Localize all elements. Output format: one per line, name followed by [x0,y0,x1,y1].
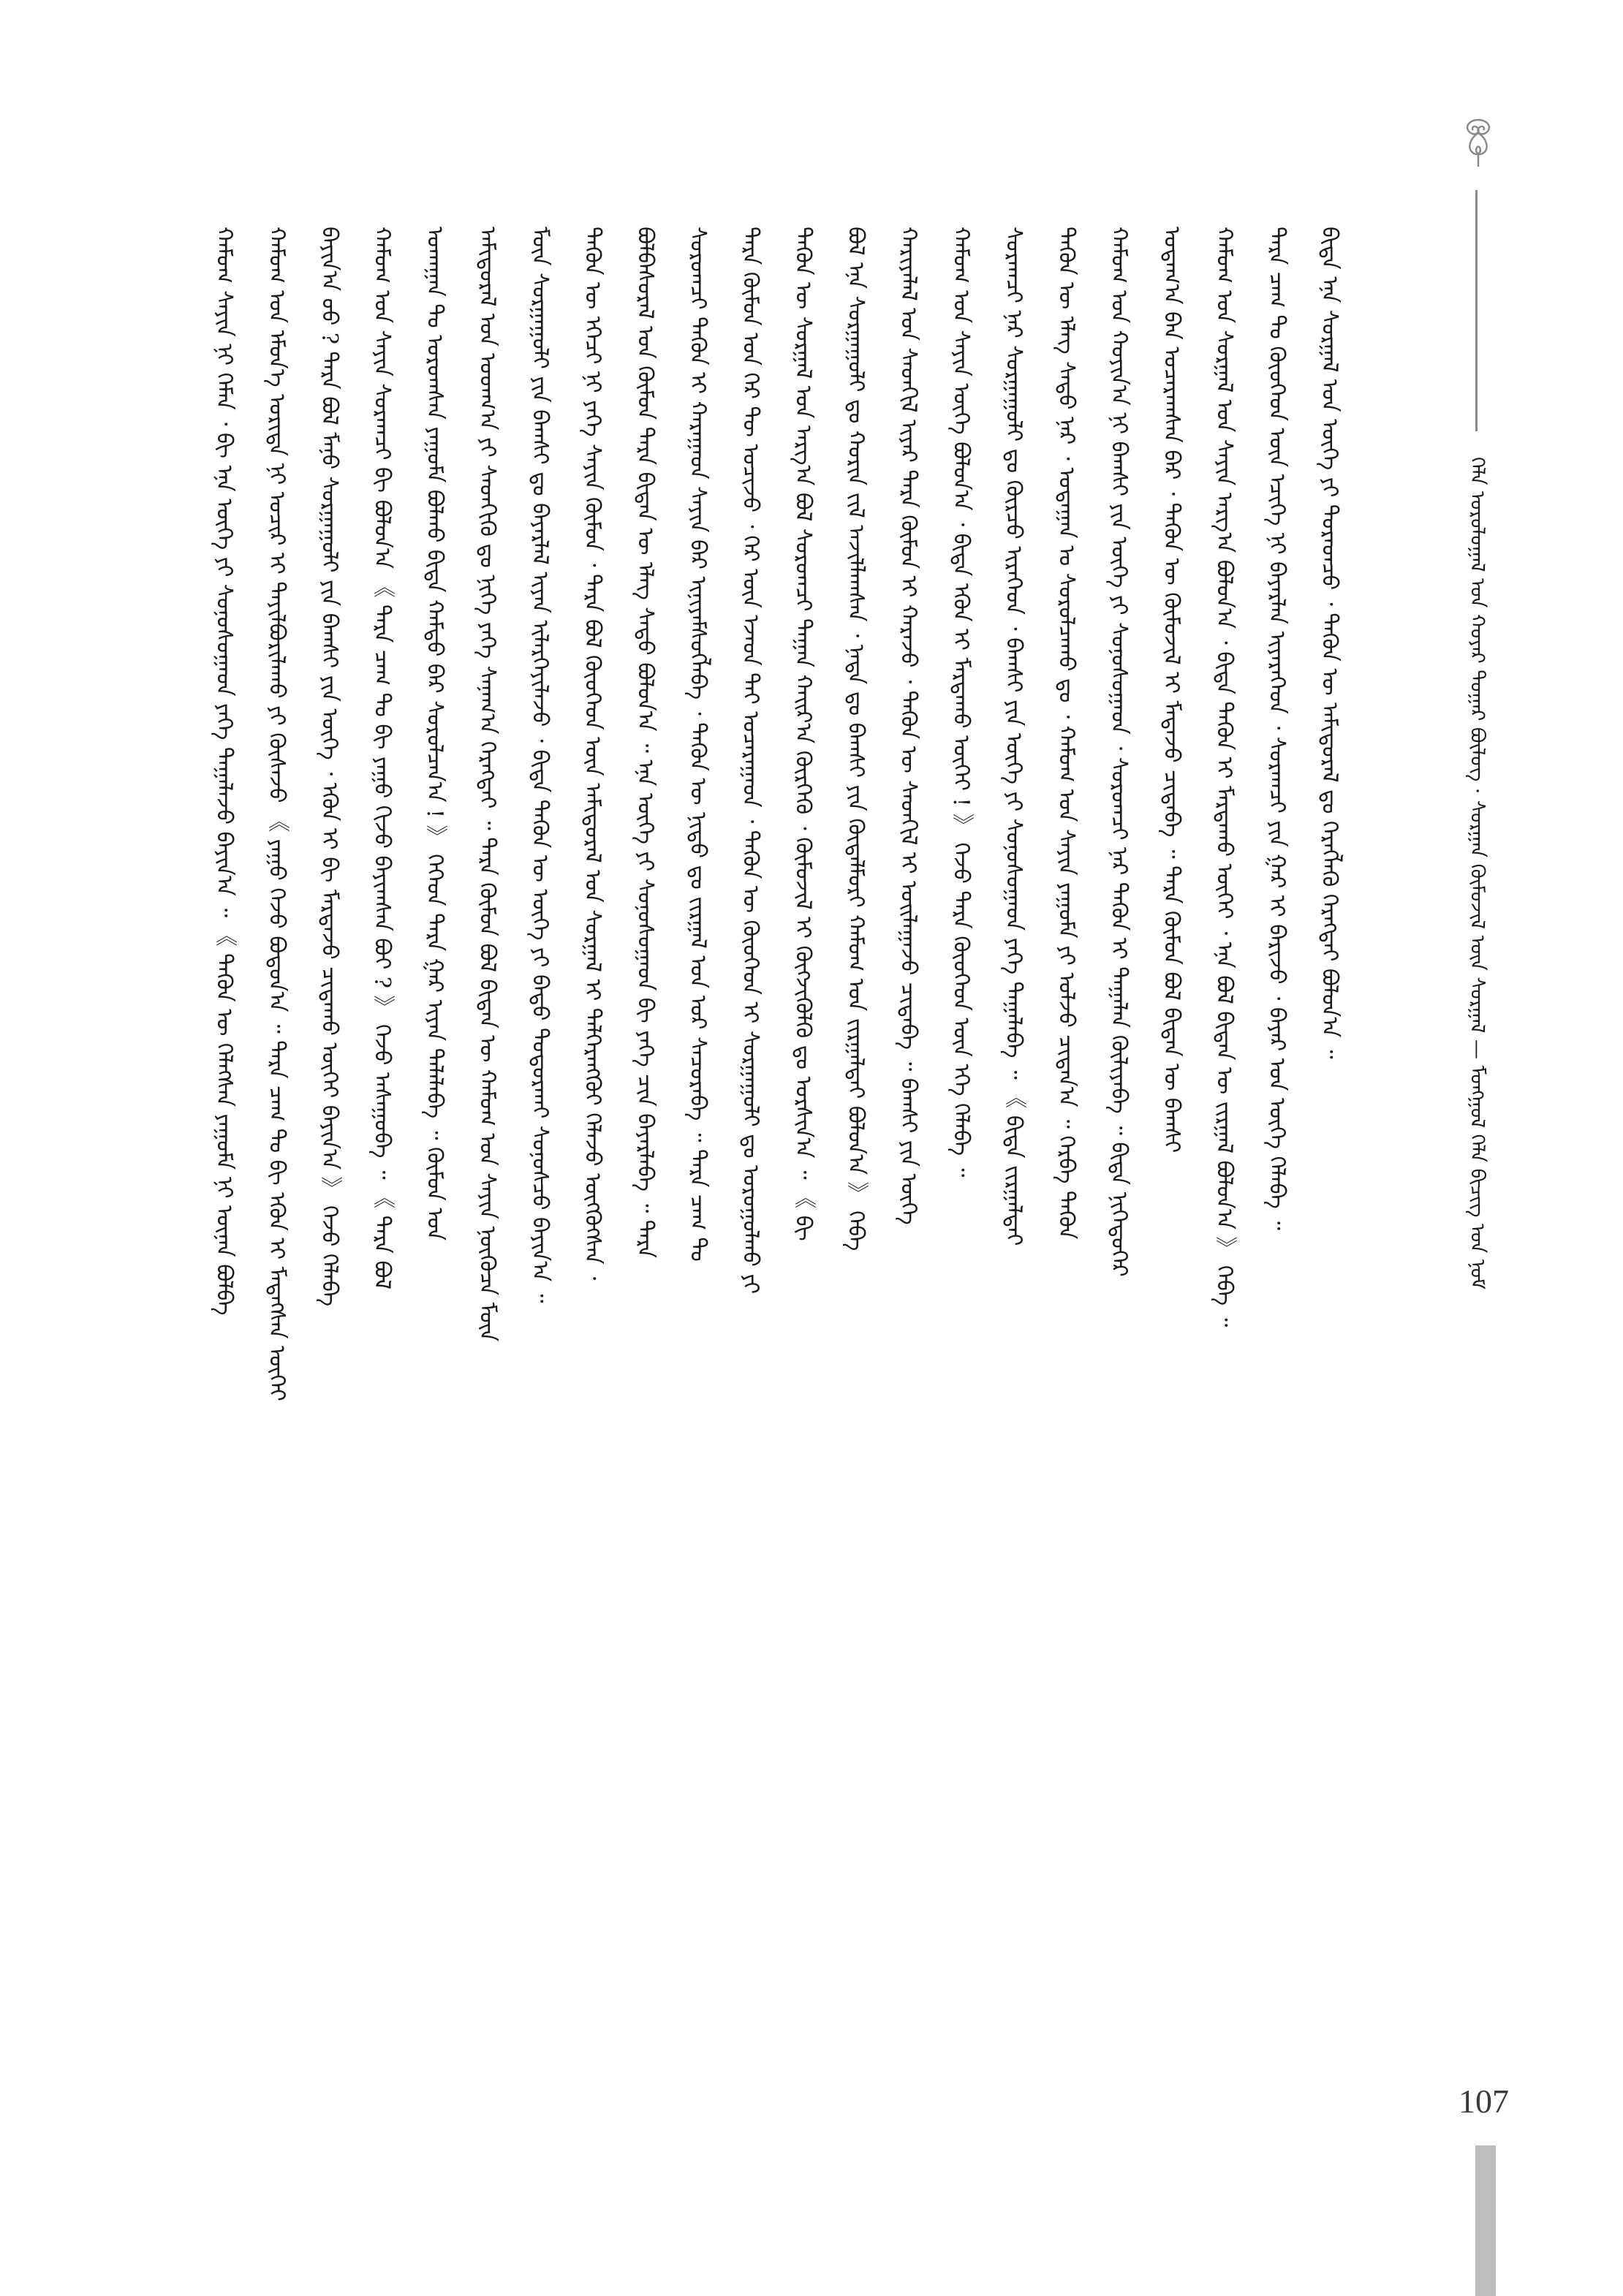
text-column: ᠬᠠᠷᠢᠶᠠᠯᠠᠯ ᠤᠨ ᠰᠡᠳᠬᠢᠯ ᠢᠶᠡᠷ ᠲᠡᠷᠡ ᠬᠦᠮᠦᠨ ᠢ ᠬᠠᠷᠠᠵᠤ ᠂ ᠲᠡᠭᠦᠨ ᠦ ᠰᠡᠳᠬᠢᠯ ᠢ ᠣᠢᠯᠠᠭᠠᠵᠤ ᠴᠢᠳᠠᠪᠠ ᠃ ᠪᠠᠭᠰᠢ ᠶᠢᠨ ᠦᠭᠡ [896,227,921,1225]
text-column: ᠰᠤᠷᠠᠭᠴᠢ ᠨᠠᠷ ᠰᠤᠷᠭᠠᠭᠤᠯᠢ ᠳᠤ ᠬᠦᠷᠴᠦ ᠢᠷᠡᠭᠡᠳ ᠂ ᠪᠠᠭᠰᠢ ᠶᠢᠨ ᠦᠭᠡ ᠶᠢ ᠰᠣᠨᠣᠰᠤᠭᠠᠳ ᠶᠡᠬᠡ ᠲᠠᠭᠠᠯᠠᠪᠠ ᠃ 《 ᠪᠢᠳᠡ ᠵᠢᠷᠭᠠᠯᠲᠠᠢ [1001,227,1026,1246]
body-text [197,227,1396,2061]
text-column: ᠬᠠᠮᠤᠭ ᠤᠨ ᠰᠤᠷᠭᠠᠯ ᠤᠨ ᠰᠠᠶᠢᠨ ᠠᠷᠭ᠎ᠠ ᠪᠣᠯᠤᠨ᠎ᠠ ᠂ ᠪᠢᠳᠡ ᠲᠡᠭᠦᠨ ᠢ ᠮᠠᠷᠲᠠᠬᠤ ᠦᠭᠡᠢ ᠂ ᠡᠨᠡ ᠪᠣᠯ ᠪᠢᠳᠡᠨ ᠦ ᠵᠢᠷᠭᠠᠯ ᠪᠣᠯᠤᠨ᠎ᠠ 》 ᠭᠡᠪᠡ ᠃ [1211,227,1237,1327]
text-column: ᠪᠣᠯ ᠡᠨᠡ ᠰᠤᠷᠭᠠᠭᠤᠯᠢ ᠳᠤ ᠬᠣᠷᠢᠨ ᠵᠢᠯ ᠠᠵᠢᠯᠯᠠᠭᠰᠠᠨ ᠂ ᠨᠠᠳᠠ ᠳᠤ ᠪᠠᠭᠰᠢ ᠶᠢᠨ ᠬᠥᠳᠡᠯᠮᠦᠷᠢ ᠬᠠᠮᠤᠭ ᠤᠨ ᠵᠢᠷᠭᠠᠯᠲᠠᠢ ᠪᠣᠯᠤᠨ᠎ᠠ 》 ᠭᠡᠪᠡ [843,227,869,1251]
text-column: ᠰᠤᠷᠤᠭᠴᠢ ᠲᠡᠭᠦᠨ ᠢ ᠬᠠᠷᠠᠭᠠᠳ ᠰᠠᠶᠢᠨ ᠪᠡᠷ ᠢᠨᠢᠶᠡᠮᠰᠦᠭᠯᠡᠪᠡ ᠂ ᠲᠡᠭᠦᠨ ᠦ ᠨᠢᠳᠦ ᠳᠤ ᠵᠢᠷᠭᠠᠯ ᠤᠨ ᠤᠷ ᠰᠠᠴᠤᠷᠠᠪᠠ ᠃ ᠲᠡᠷᠡ ᠴᠠᠭ ᠲᠤ [685,227,711,1262]
text-column: ᠪᠠᠶᠢᠨ᠎ᠠ ᠤᠤ ? ᠲᠡᠷᠡ ᠪᠣᠯ ᠮᠠᠨᠤ ᠰᠤᠷᠭᠠᠭᠤᠯᠢ ᠶᠢᠨ ᠪᠠᠭᠰᠢ ᠶᠢᠨ ᠦᠭᠡ ᠂ ᠡᠭᠦᠨ ᠢ ᠪᠢ ᠮᠠᠷᠲᠠᠵᠤ ᠴᠢᠳᠠᠬᠤ ᠦᠭᠡᠢ ᠪᠠᠶᠢᠨ᠎ᠠ 》 ᠭᠡᠵᠦ ᠬᠡᠯᠡᠪᠡ [317,227,342,1307]
text-column: ᠲᠡᠭᠦᠨ ᠦ ᠰᠤᠷᠭᠠᠯ ᠤᠨ ᠠᠷᠭ᠎ᠠ ᠪᠣᠯ ᠰᠤᠷᠤᠭᠴᠢ ᠳᠠᠭᠠᠨ ᠬᠠᠢᠷ᠎ᠠ ᠬᠦᠷᠭᠡᠬᠦ ᠂ ᠬᠦᠮᠦᠵᠢᠯ ᠢ ᠬᠥᠭᠵᠢᠭᠦᠯᠬᠦ ᠳᠤ ᠣᠷᠰᠢᠨ᠎ᠠ ᠃ 《 ᠪᠢ [790,227,816,1241]
text-column: ᠬᠠᠮᠤᠭ ᠰᠠᠶᠢᠨ ᠨᠢ ᠬᠡᠮᠡᠨ ᠂ ᠪᠢ ᠡᠨᠡ ᠦᠭᠡ ᠶᠢ ᠰᠣᠨᠣᠰᠣᠭᠠᠳ ᠶᠡᠬᠡ ᠲᠠᠭᠠᠯᠠᠵᠤ ᠪᠠᠶᠢᠨ᠎ᠠ ᠃ 《 ᠲᠡᠭᠦᠨ ᠦ ᠬᠡᠯᠡᠭᠰᠡᠨ ᠶᠠᠭᠤᠮᠠ ᠨᠢ ᠦᠨᠡᠨ ᠪᠣᠯᠪᠠ [211,227,237,1316]
text-column: ᠬᠠᠮᠤᠭ ᠤᠨ ᠰᠠᠶᠢᠨ ᠦᠭᠡ ᠪᠣᠯᠤᠨ᠎ᠠ ᠂ ᠪᠢᠳᠡ ᠡᠭᠦᠨ ᠢ ᠮᠠᠷᠲᠠᠬᠤ ᠦᠭᠡᠢ ! 》 ᠭᠡᠵᠦ ᠲᠡᠷᠡ ᠬᠦᠦᠬᠡᠳ ᠦᠨ ᠡᠬᠡ ᠬᠡᠯᠡᠪᠡ ᠃ [948,227,974,1178]
text-column: ᠲᠡᠭᠦᠨ ᠦ ᠡᠯᠡᠭ ᠰᠠᠳᠤ ᠨᠠᠷ ᠂ ᠤᠳᠠᠭᠠᠨ ᠤ ᠰᠤᠷᠤᠯᠴᠠᠬᠤ ᠳᠤ ᠂ ᠬᠠᠮᠤᠭ ᠤᠨ ᠰᠠᠶᠢᠨ ᠶᠠᠭᠤᠮᠠ ᠶᠢ ᠣᠯᠵᠤ ᠴᠢᠳᠠᠨ᠎ᠠ ᠃ ᠬᠡᠷᠪᠡ ᠲᠡᠭᠦᠨ [1053,227,1079,1240]
text-column: ᠬᠠᠮᠤᠭ ᠤᠨ ᠰᠠᠶᠢᠨ ᠰᠤᠷᠠᠭᠴᠢ ᠪᠢ ᠪᠣᠯᠣᠨ᠎ᠠ 《 ᠲᠡᠷᠡ ᠴᠠᠭ ᠲᠤ ᠪᠢ ᠶᠠᠭᠤ ᠬᠢᠵᠦ ᠪᠠᠶᠢᠭᠰᠠᠨ ᠪᠤᠢ ? 》 ᠭᠡᠵᠦ ᠠᠰᠠᠭᠤᠪᠠ ᠃ 《 ᠲᠡᠷᠡ ᠪᠣᠯ [369,227,395,1289]
running-header-text: ᠬᠡᠯᠡ ᠤᠷᠤᠯᠤᠭᠠᠯ ᠤᠨ ᠬᠣᠶᠠᠷ ᠳᠤᠭᠠᠷ ᠪᠦᠯᠦᠭ · ᠰᠤᠷᠭᠠᠨ ᠬᠦᠮᠦᠵᠢᠯ ᠦᠨ ᠰᠤᠷᠭᠠᠯ — ᠮᠣᠩᠭᠣᠯ ᠬᠡᠯᠡ ᠪᠢᠴᠢᠭ᠌ ᠤᠨ ᠨᠣᠮ [1466,457,1488,1289]
text-column: ᠲᠡᠷᠡ ᠴᠠᠭ ᠲᠤ ᠬᠦᠦᠬᠡᠳ ᠦᠨ ᠡᠴᠢᠭᠡ ᠨᠢ ᠪᠠᠶᠠᠷᠯᠠᠨ ᠢᠶᠡᠷᠡᠭᠡᠳ ᠂ ᠰᠤᠷᠠᠭᠴᠢ ᠶᠢᠨ ᠭᠠᠷ ᠢ ᠪᠠᠷᠢᠵᠤ ᠂ ᠪᠠᠶᠠᠷ ᠤᠨ ᠦᠭᠡ ᠬᠡᠯᠡᠪᠡ ᠃ [1264,227,1290,1230]
text-column: ᠬᠠᠮᠤᠭ ᠤᠨ ᠬᠣᠶᠢᠨ᠎ᠠ ᠨᠢ ᠪᠠᠭᠰᠢ ᠶᠢᠨ ᠦᠭᠡ ᠶᠢ ᠰᠣᠨᠣᠰᠤᠭᠠᠳ ᠂ ᠰᠤᠷᠤᠭᠴᠢ ᠨᠠᠷ ᠲᠡᠭᠦᠨ ᠢ ᠲᠠᠭᠠᠯᠠᠨ ᠬᠦᠯᠢᠶᠡᠪᠡ ᠃ ᠪᠢᠳᠡ ᠨᠢᠭᠡᠳᠦᠭᠡᠷ [1106,227,1132,1277]
ornament-icon [1458,117,1499,168]
page-number: 107 [1459,2083,1509,2120]
running-header [1455,110,1499,1499]
text-column: ᠮᠥᠨ ᠰᠤᠷᠭᠠᠭᠤᠯᠢ ᠶᠢᠨ ᠪᠠᠭᠰᠢ ᠳᠤ ᠪᠠᠶᠠᠷᠯᠠᠯ ᠢᠶᠠᠨ ᠢᠯᠡᠷᠬᠡᠶᠢᠯᠡᠵᠦ ᠂ ᠪᠢᠳᠡ ᠲᠡᠭᠦᠨ ᠦ ᠦᠭᠡ ᠶᠢ ᠪᠠᠲᠤ ᠲᠤᠳᠤᠷᠬᠠᠶ ᠰᠣᠨᠣᠰᠴᠤ ᠪᠠᠶᠢᠨ᠎ᠠ ᠃ [527,227,553,1303]
text-column: ᠪᠢᠳᠡ ᠡᠨᠡ ᠰᠤᠷᠭᠠᠯ ᠤᠨ ᠦᠭᠡ ᠶᠢ ᠳᠤᠷᠠᠳᠴᠤ ᠂ ᠲᠡᠭᠦᠨ ᠦ ᠠᠮᠢᠳᠤᠷᠠᠯ ᠳᠤ ᠬᠡᠷᠡᠭᠯᠡᠬᠦ ᠬᠡᠷᠡᠭᠲᠡᠢ ᠪᠣᠯᠤᠨ᠎ᠠ ᠃ [1317,227,1342,1059]
text-column: ᠠᠮᠢᠳᠤᠷᠠᠯ ᠤᠨ ᠤᠳᠬ᠎ᠠ ᠶᠢ ᠰᠡᠳᠬᠢᠬᠦ ᠳᠤ ᠨᠢᠭᠡ ᠶᠡᠬᠡ ᠰᠠᠨᠠᠭ᠎ᠠ ᠬᠡᠷᠡᠭᠲᠡᠢ ᠃ ᠲᠡᠷᠡ ᠬᠦᠮᠦᠨ ᠪᠣᠯ ᠪᠢᠳᠡᠨ ᠦ ᠬᠠᠮᠤᠭ ᠤᠨ ᠰᠠᠶᠢᠨ ᠨᠥᠭᠦᠴᠡ ᠮᠥᠨ [474,227,500,1342]
text-column: ᠬᠠᠮᠤᠭ ᠤᠨ ᠡᠮᠦᠨ᠎ᠡ ᠤᠷᠢᠳᠠ ᠨᠢ ᠤᠴᠢᠷ ᠢ ᠲᠠᠶᠢᠯᠪᠤᠷᠢᠯᠠᠬᠤ ᠶᠢ ᠬᠦᠰᠡᠵᠦ 《 ᠶᠠᠭᠤ ᠭᠡᠵᠦ ᠪᠣᠳᠣᠨ᠎ᠠ ᠃ ᠲᠡᠷᠡ ᠴᠠᠭ ᠲᠤ ᠪᠢ ᠡᠭᠦᠨ ᠢ ᠮᠡᠳᠡᠭᠰᠡᠨ ᠦᠭᠡᠢ [264,227,290,1401]
text-column: ᠪᠣᠯᠪᠠᠰᠤᠷᠠᠯ ᠤᠨ ᠬᠦᠮᠦᠨ ᠲᠡᠷᠡ ᠪᠢᠳᠡᠨ ᠦ ᠡᠯᠡᠭ ᠰᠠᠳᠤ ᠪᠣᠯᠤᠨ᠎ᠠ ᠃ ᠡᠨᠡ ᠦᠭᠡ ᠶᠢ ᠰᠣᠨᠣᠰᠤᠭᠠᠳ ᠪᠢ ᠶᠡᠬᠡ ᠴᠢᠨ ᠪᠠᠶᠠᠷᠯᠠᠪᠠ ᠃ ᠲᠡᠷᠡ [632,227,658,1259]
page-edge-bar [1475,2145,1496,2296]
text-column: ᠲᠡᠭᠦᠨ ᠦ ᠡᠭᠡᠴᠢ ᠨᠢ ᠶᠡᠬᠡ ᠰᠠᠶᠢᠨ ᠬᠦᠮᠦᠨ ᠂ ᠲᠡᠷᠡ ᠪᠣᠯ ᠬᠦᠦᠬᠡᠳ ᠦᠨ ᠠᠮᠢᠳᠤᠷᠠᠯ ᠤᠨ ᠰᠤᠷᠭᠠᠯ ᠢ ᠳᠡᠯᠭᠡᠷᠡᠩᠭᠦᠢ ᠬᠡᠯᠡᠵᠦ ᠦᠭᠭᠦᠭᠰᠡᠨ ᠂ [580,227,605,1281]
header-rule [1475,190,1478,431]
text-columns [197,227,1396,2061]
text-column: ᠤᠳᠠᠭ᠎ᠠ ᠪᠠᠨ ᠤᠴᠠᠷᠠᠭᠰᠠᠨ ᠪᠡᠷ ᠂ ᠲᠡᠭᠦᠨ ᠦ ᠬᠦᠮᠦᠵᠢᠯ ᠢ ᠮᠡᠳᠡᠵᠦ ᠴᠢᠳᠠᠪᠠ ᠃ ᠲᠡᠷᠡ ᠬᠦᠮᠦᠨ ᠪᠣᠯ ᠪᠢᠳᠡᠨ ᠦ ᠪᠠᠭᠰᠢ [1159,227,1184,1153]
text-column: ᠲᠡᠷᠡ ᠬᠦᠮᠦᠨ ᠤᠨ ᠭᠡᠷ ᠲᠦ ᠣᠴᠢᠵᠤ ᠂ ᠭᠡᠷ ᠦᠨ ᠡᠵᠡᠳ ᠲᠡᠢ ᠤᠴᠠᠷᠠᠭᠠᠳ ᠂ ᠲᠡᠭᠦᠨ ᠦ ᠬᠦᠦᠬᠡᠳ ᠢ ᠰᠤᠷᠭᠠᠭᠤᠯᠢ ᠳᠤ ᠣᠷᠤᠭᠤᠯᠬᠤ ᠶᠢ [738,227,763,1295]
text-column: ᠤᠬᠠᠭᠠᠨ ᠲᠤ ᠤᠷᠤᠭᠰᠠᠨ ᠶᠠᠭᠤᠮᠠ ᠪᠣᠯᠬᠤ ᠪᠢᠳᠡ ᠬᠠᠮᠲᠤ ᠪᠡᠷ ᠰᠤᠷᠤᠯᠴᠠᠨ᠎ᠠ ! 》 ᠭᠡᠭᠡᠳ ᠲᠡᠷᠡ ᠭᠠᠷ ᠢᠶᠠᠨ ᠳᠠᠯᠠᠯᠠᠪᠠ ᠃ ᠬᠦᠮᠦᠨ ᠤᠨ [422,227,447,1241]
